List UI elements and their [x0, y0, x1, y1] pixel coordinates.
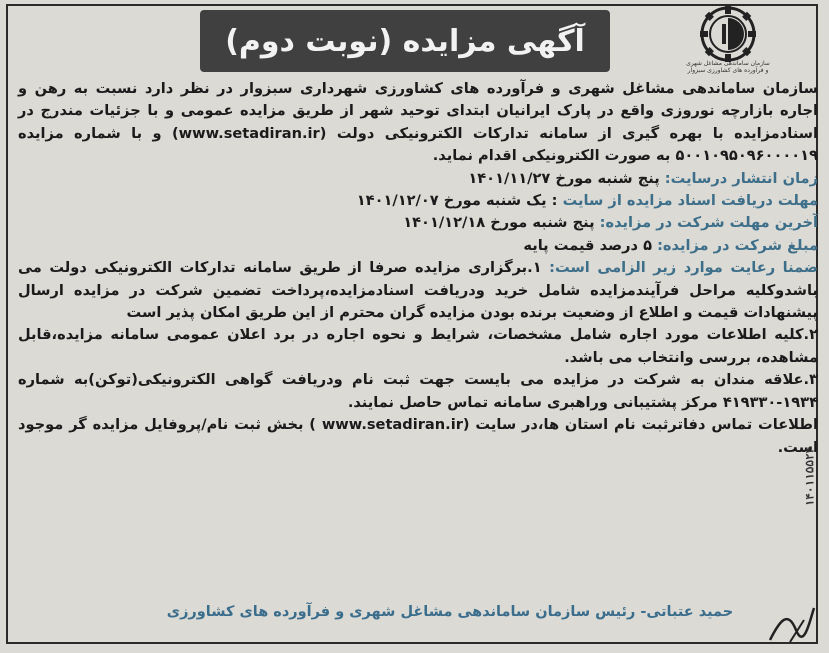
- side-reference-number-text: ۱۴۰۱۱۵۵۲۴: [803, 446, 817, 507]
- notes-paragraph: [18, 257, 818, 324]
- deposit-value: ۵ درصد قیمت پایه: [523, 236, 652, 254]
- logo-caption-line2: و فرآورده های کشاورزی سبزوار: [687, 67, 769, 74]
- publish-date-line: [18, 168, 818, 190]
- deposit-label: مبلغ شرکت در مزایده:: [657, 236, 818, 254]
- notes-label: ضمنا رعایت موارد زیر الزامی است:: [549, 259, 818, 277]
- contact-paragraph: اطلاعات تماس دفاترثبت نام استان ها،در سایت (www.setadiran.ir ) بخش ثبت نام/پروفایل مزایده گر موجود است.: [18, 416, 818, 456]
- note-3: ۳.علاقه مندان به شرکت در مزایده می بایست جهت ثبت نام ودریافت گواهی الکترونیکی(توکن)به شماره ۱۹۳۴-۴۱۹۳۳۰ مرکز پشتیبانی وراهبری سامانه تماس حاصل نمایند.: [18, 371, 818, 411]
- publish-date-label: زمان انتشار درسایت:: [664, 169, 818, 187]
- ad-body: [18, 78, 818, 459]
- intro-paragraph: سازمان ساماندهی مشاغل شهری و فرآورده های کشاورزی شهرداری سبزوار در نظر دارد نسبت به رهن و اجاره بازارچه نوروزی واقع در پارک ایرانیان ابتدای توحید شهر از طریق مزایده عمومی و با جزئیات مندرج در اسنادمزایده با بهره گیری از سامانه تدارکات الکترونیکی دولت (www.setadiran.ir) و با شماره مزایده ۵۰۰۱۰۹۵۰۹۶۰۰۰۰۱۹ به صورت الکترونیکی اقدام نماید.: [18, 80, 819, 165]
- publish-date-value: پنج شنبه مورخ ۱۴۰۱/۱۱/۲۷: [468, 169, 660, 187]
- last-deadline-value: پنج شنبه مورخ ۱۴۰۱/۱۲/۱۸: [403, 214, 595, 232]
- ad-header-banner: [200, 10, 610, 72]
- last-deadline-line: [18, 212, 818, 234]
- docs-deadline-value: : یک شنبه مورخ ۱۴۰۱/۱۲/۰۷: [356, 192, 558, 210]
- logo-caption: [678, 60, 778, 74]
- logo-caption-line1: سازمان ساماندهی مشاغل شهری: [686, 60, 770, 67]
- docs-deadline-label: مهلت دریافت اسناد مزایده از سایت: [562, 192, 818, 210]
- ad-title: آگهی مزایده (نوبت دوم): [225, 23, 585, 59]
- docs-deadline-line: [18, 190, 818, 212]
- signature-line: حمید عتباتی- رئیس سازمان ساماندهی مشاغل شهری و فرآورده های کشاورزی: [166, 604, 734, 620]
- note-1: ۱.برگزاری مزایده صرفا از طریق سامانه تدارکات الکترونیکی دولت می باشدوکلیه مراحل فرآیندمزایده شامل خرید ودریافت اسنادمزایده،پرداخت تضمین شرکت در مزایده ارسال پیشنهادات قیمت و اطلاع از وضعیت برنده بودن مزایده گران محترم از این طریق امکان پذیر است: [18, 259, 818, 322]
- side-reference-number: [800, 330, 822, 630]
- deposit-line: [18, 235, 818, 257]
- last-deadline-label: آخرین مهلت شرکت در مزایده:: [599, 214, 818, 232]
- note-2: ۲.کلیه اطلاعات مورد اجاره شامل مشخصات، شرایط و نحوه اجاره در برد اعلان عمومی سامانه مزایده،قابل مشاهده، بررسی وانتخاب می باشد.: [18, 326, 818, 366]
- handwritten-mark-icon: [760, 590, 820, 650]
